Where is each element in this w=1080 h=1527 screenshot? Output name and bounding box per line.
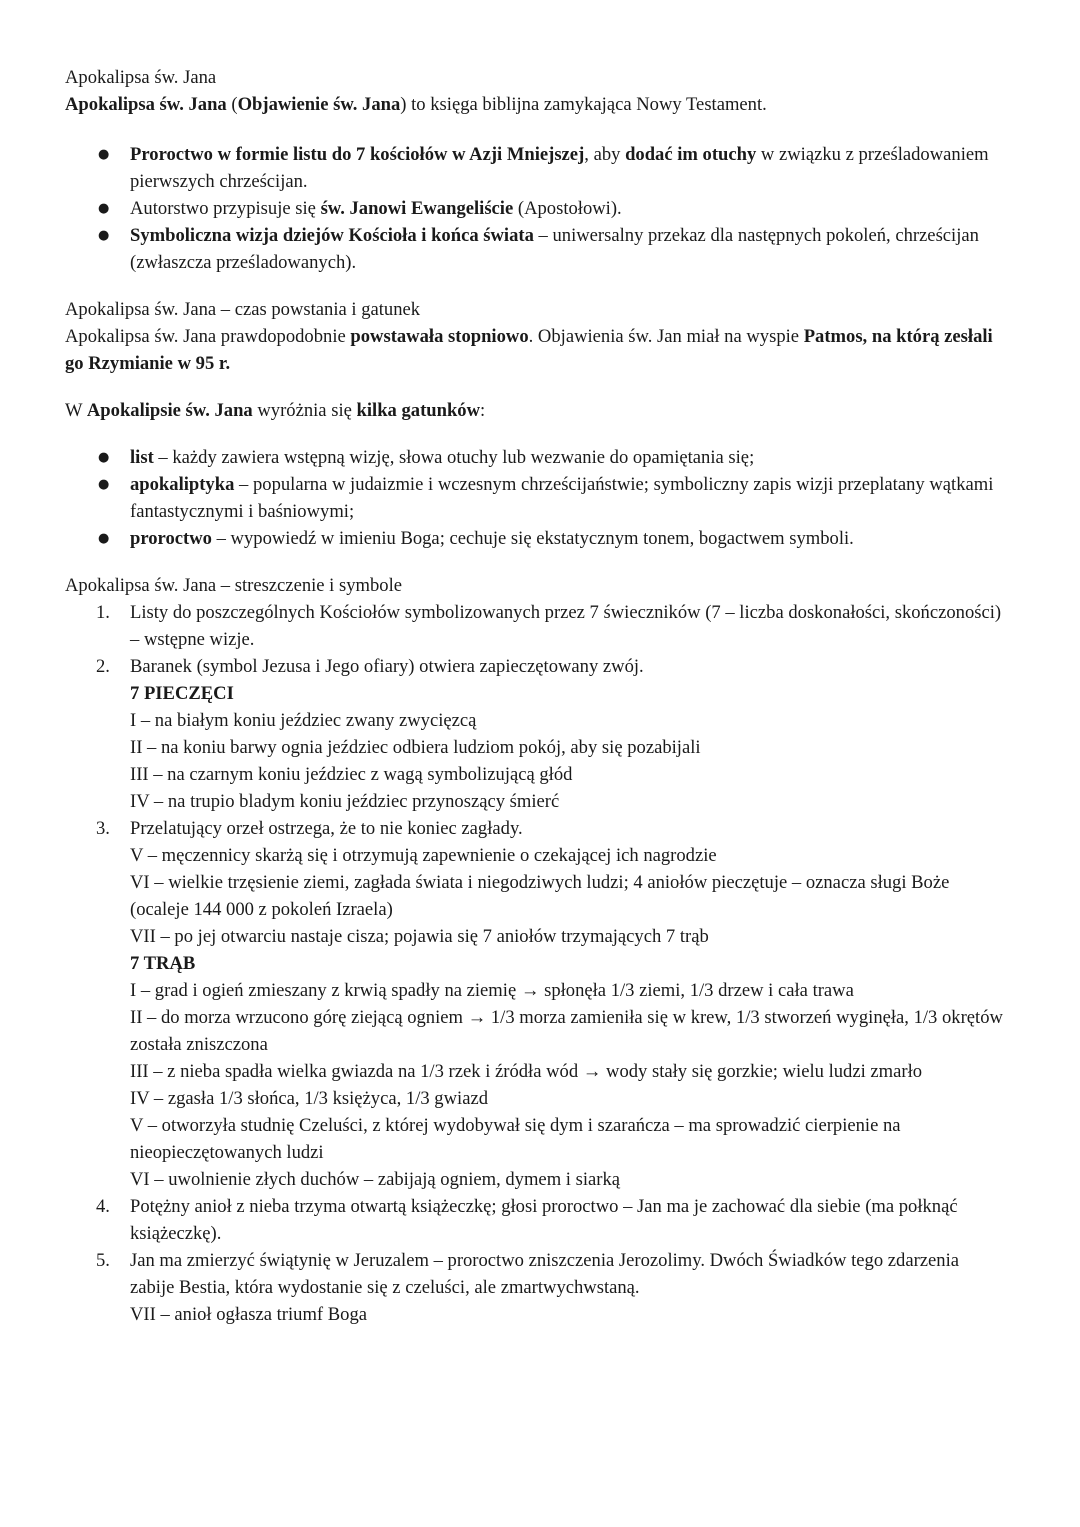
document-page: [65, 64, 1005, 1328]
seal-line: V – męczennicy skarżą się i otrzymują zapewnienie o czekającej ich nagrodzie: [130, 845, 717, 866]
list-number: 1.: [96, 602, 110, 623]
subheading-trumpets: 7 TRĄB: [130, 953, 196, 974]
section-title-summary: Apokalipsa św. Jana – streszczenie i symbole: [65, 575, 403, 596]
origin-paragraph: Apokalipsa św. Jana prawdopodobnie powstawała stopniowo. Objawienia św. Jan miał na wyspie Patmos, na którą zesłali go Rzymianie w 95 r.: [65, 326, 993, 374]
list-number: 2.: [96, 656, 110, 677]
list-item: 2. Baranek (symbol Jezusa i Jego ofiary) otwiera zapieczętowany zwój. 7 PIECZĘCI I – na białym koniu jeździec zwany zwycięzcą II – na koniu barwy ognia jeździec odbiera ludziom pokój, aby się pozabijali III – na czarnym koniu jeździec z wagą symbolizującą głód IV – na trupio bladym koniu jeździec przynoszący śmierć: [130, 653, 1005, 815]
list-item: 4. Potężny anioł z nieba trzyma otwartą książeczkę; głosi proroctwo – Jan ma je zachować dla siebie (ma połknąć książeczkę).: [130, 1193, 1005, 1247]
intro-paragraph: Apokalipsa św. Jana (Objawienie św. Jana) to księga biblijna zamykająca Nowy Testament.: [65, 94, 767, 115]
seal-line: III – na czarnym koniu jeździec z wagą symbolizującą głód: [130, 764, 573, 785]
list-item: 5. Jan ma zmierzyć świątynię w Jeruzalem – proroctwo zniszczenia Jerozolimy. Dwóch Świadków tego zdarzenia zabije Bestia, która wydostanie się z czeluści, ale zmartwychwstaną. VII – anioł ogłasza triumf Boga: [130, 1247, 1005, 1328]
trumpet-line: II – do morza wrzucono górę ziejącą ogniem → 1/3 morza zamieniła się w krew, 1/3 stworzeń wyginęła, 1/3 okrętów została zniszczona: [130, 1007, 1003, 1055]
trumpet-line: VII – anioł ogłasza triumf Boga: [130, 1304, 368, 1325]
section-title-intro: Apokalipsa św. Jana: [65, 67, 217, 88]
subheading-seals: 7 PIECZĘCI: [130, 683, 234, 704]
list-number: 5.: [96, 1250, 110, 1271]
list-number: 3.: [96, 818, 110, 839]
section-title-origin: Apokalipsa św. Jana – czas powstania i gatunek: [65, 299, 421, 320]
seal-line: I – na białym koniu jeździec zwany zwycięzcą: [130, 710, 477, 731]
trumpet-line: VI – uwolnienie złych duchów – zabijają ogniem, dymem i siarką: [130, 1169, 621, 1190]
list-item: ● proroctwo – wypowiedź w imieniu Boga; cechuje się ekstatycznym tonem, bogactwem symboli.: [130, 525, 1005, 552]
summary-numbered-list: [65, 599, 1005, 1328]
intro-bullet-list: [65, 141, 1005, 276]
seal-line: VI – wielkie trzęsienie ziemi, zagłada świata i niegodziwych ludzi; 4 aniołów pieczętuje – oznacza sługi Boże (ocaleje 144 000 z pokoleń Izraela): [130, 872, 950, 920]
list-item: ● Symboliczna wizja dziejów Kościoła i końca świata – uniwersalny przekaz dla następnych pokoleń, chrześcijan (zwłaszcza prześladowanych).: [130, 222, 1005, 276]
trumpet-line: IV – zgasła 1/3 słońca, 1/3 księżyca, 1/3 gwiazd: [130, 1088, 489, 1109]
list-item: 3. Przelatujący orzeł ostrzega, że to nie koniec zagłady. V – męczennicy skarżą się i otrzymują zapewnienie o czekającej ich nagrodzie VI – wielkie trzęsienie ziemi, zagłada świata i niegodziwych ludzi; 4 aniołów pieczętuje – oznacza sługi Boże (ocaleje 144 000 z pokoleń Izraela) VII – po jej otwarciu nastaje cisza; pojawia się 7 aniołów trzymających 7 trąb 7 TRĄB I – grad i ogień zmieszany z krwią spadły na ziemię → spłonęła 1/3 ziemi, 1/3 drzew i cała trawa II – do morza wrzucono górę ziejącą ogniem → 1/3 morza zamieniła się w krew, 1/3 stworzeń wyginęła, 1/3 okrętów została zniszczona III – z nieba spadła wielka gwiazda na 1/3 rzek i źródła wód → wody stały się gorzkie; wielu ludzi zmarło IV – zgasła 1/3 słońca, 1/3 księżyca, 1/3 gwiazd V – otworzyła studnię Czeluści, z której wydobywał się dym i szarańcza – ma sprowadzić cierpienie na nieopieczętowanych ludzi VI – uwolnienie złych duchów – zabijają ogniem, dymem i siarką: [130, 815, 1005, 1193]
trumpet-line: III – z nieba spadła wielka gwiazda na 1/3 rzek i źródła wód → wody stały się gorzkie; wielu ludzi zmarło: [130, 1061, 923, 1082]
trumpet-line: I – grad i ogień zmieszany z krwią spadły na ziemię → spłonęła 1/3 ziemi, 1/3 drzew i cała trawa: [130, 980, 854, 1001]
list-item: ● apokaliptyka – popularna w judaizmie i wczesnym chrześcijaństwie; symboliczny zapis wizji przeplatany wątkami fantastycznymi i baśniowymi;: [130, 471, 1005, 525]
bold-span: Objawienie św. Jana: [237, 94, 401, 115]
seal-line: VII – po jej otwarciu nastaje cisza; pojawia się 7 aniołów trzymających 7 trąb: [130, 926, 709, 947]
bold-span: Apokalipsa św. Jana: [65, 94, 227, 115]
list-number: 4.: [96, 1196, 110, 1217]
seal-line: II – na koniu barwy ognia jeździec odbiera ludziom pokój, aby się pozabijali: [130, 737, 701, 758]
list-item: 1. Listy do poszczególnych Kościołów symbolizowanych przez 7 świeczników (7 – liczba doskonałości, skończoności) – wstępne wizje.: [130, 599, 1005, 653]
seal-line: IV – na trupio bladym koniu jeździec przynoszący śmierć: [130, 791, 560, 812]
list-item: ● Autorstwo przypisuje się św. Janowi Ewangeliście (Apostołowi).: [130, 195, 1005, 222]
trumpet-line: V – otworzyła studnię Czeluści, z której wydobywał się dym i szarańcza – ma sprowadzić cierpienie na nieopieczętowanych ludzi: [130, 1115, 901, 1163]
list-item: ● Proroctwo w formie listu do 7 kościołów w Azji Mniejszej, aby dodać im otuchy w związku z prześladowaniem pierwszych chrześcijan.: [130, 141, 1005, 195]
genres-bullet-list: [65, 444, 1005, 552]
genres-paragraph: W Apokalipsie św. Jana wyróżnia się kilka gatunków:: [65, 400, 486, 421]
list-item: ● list – każdy zawiera wstępną wizję, słowa otuchy lub wezwanie do opamiętania się;: [130, 444, 1005, 471]
